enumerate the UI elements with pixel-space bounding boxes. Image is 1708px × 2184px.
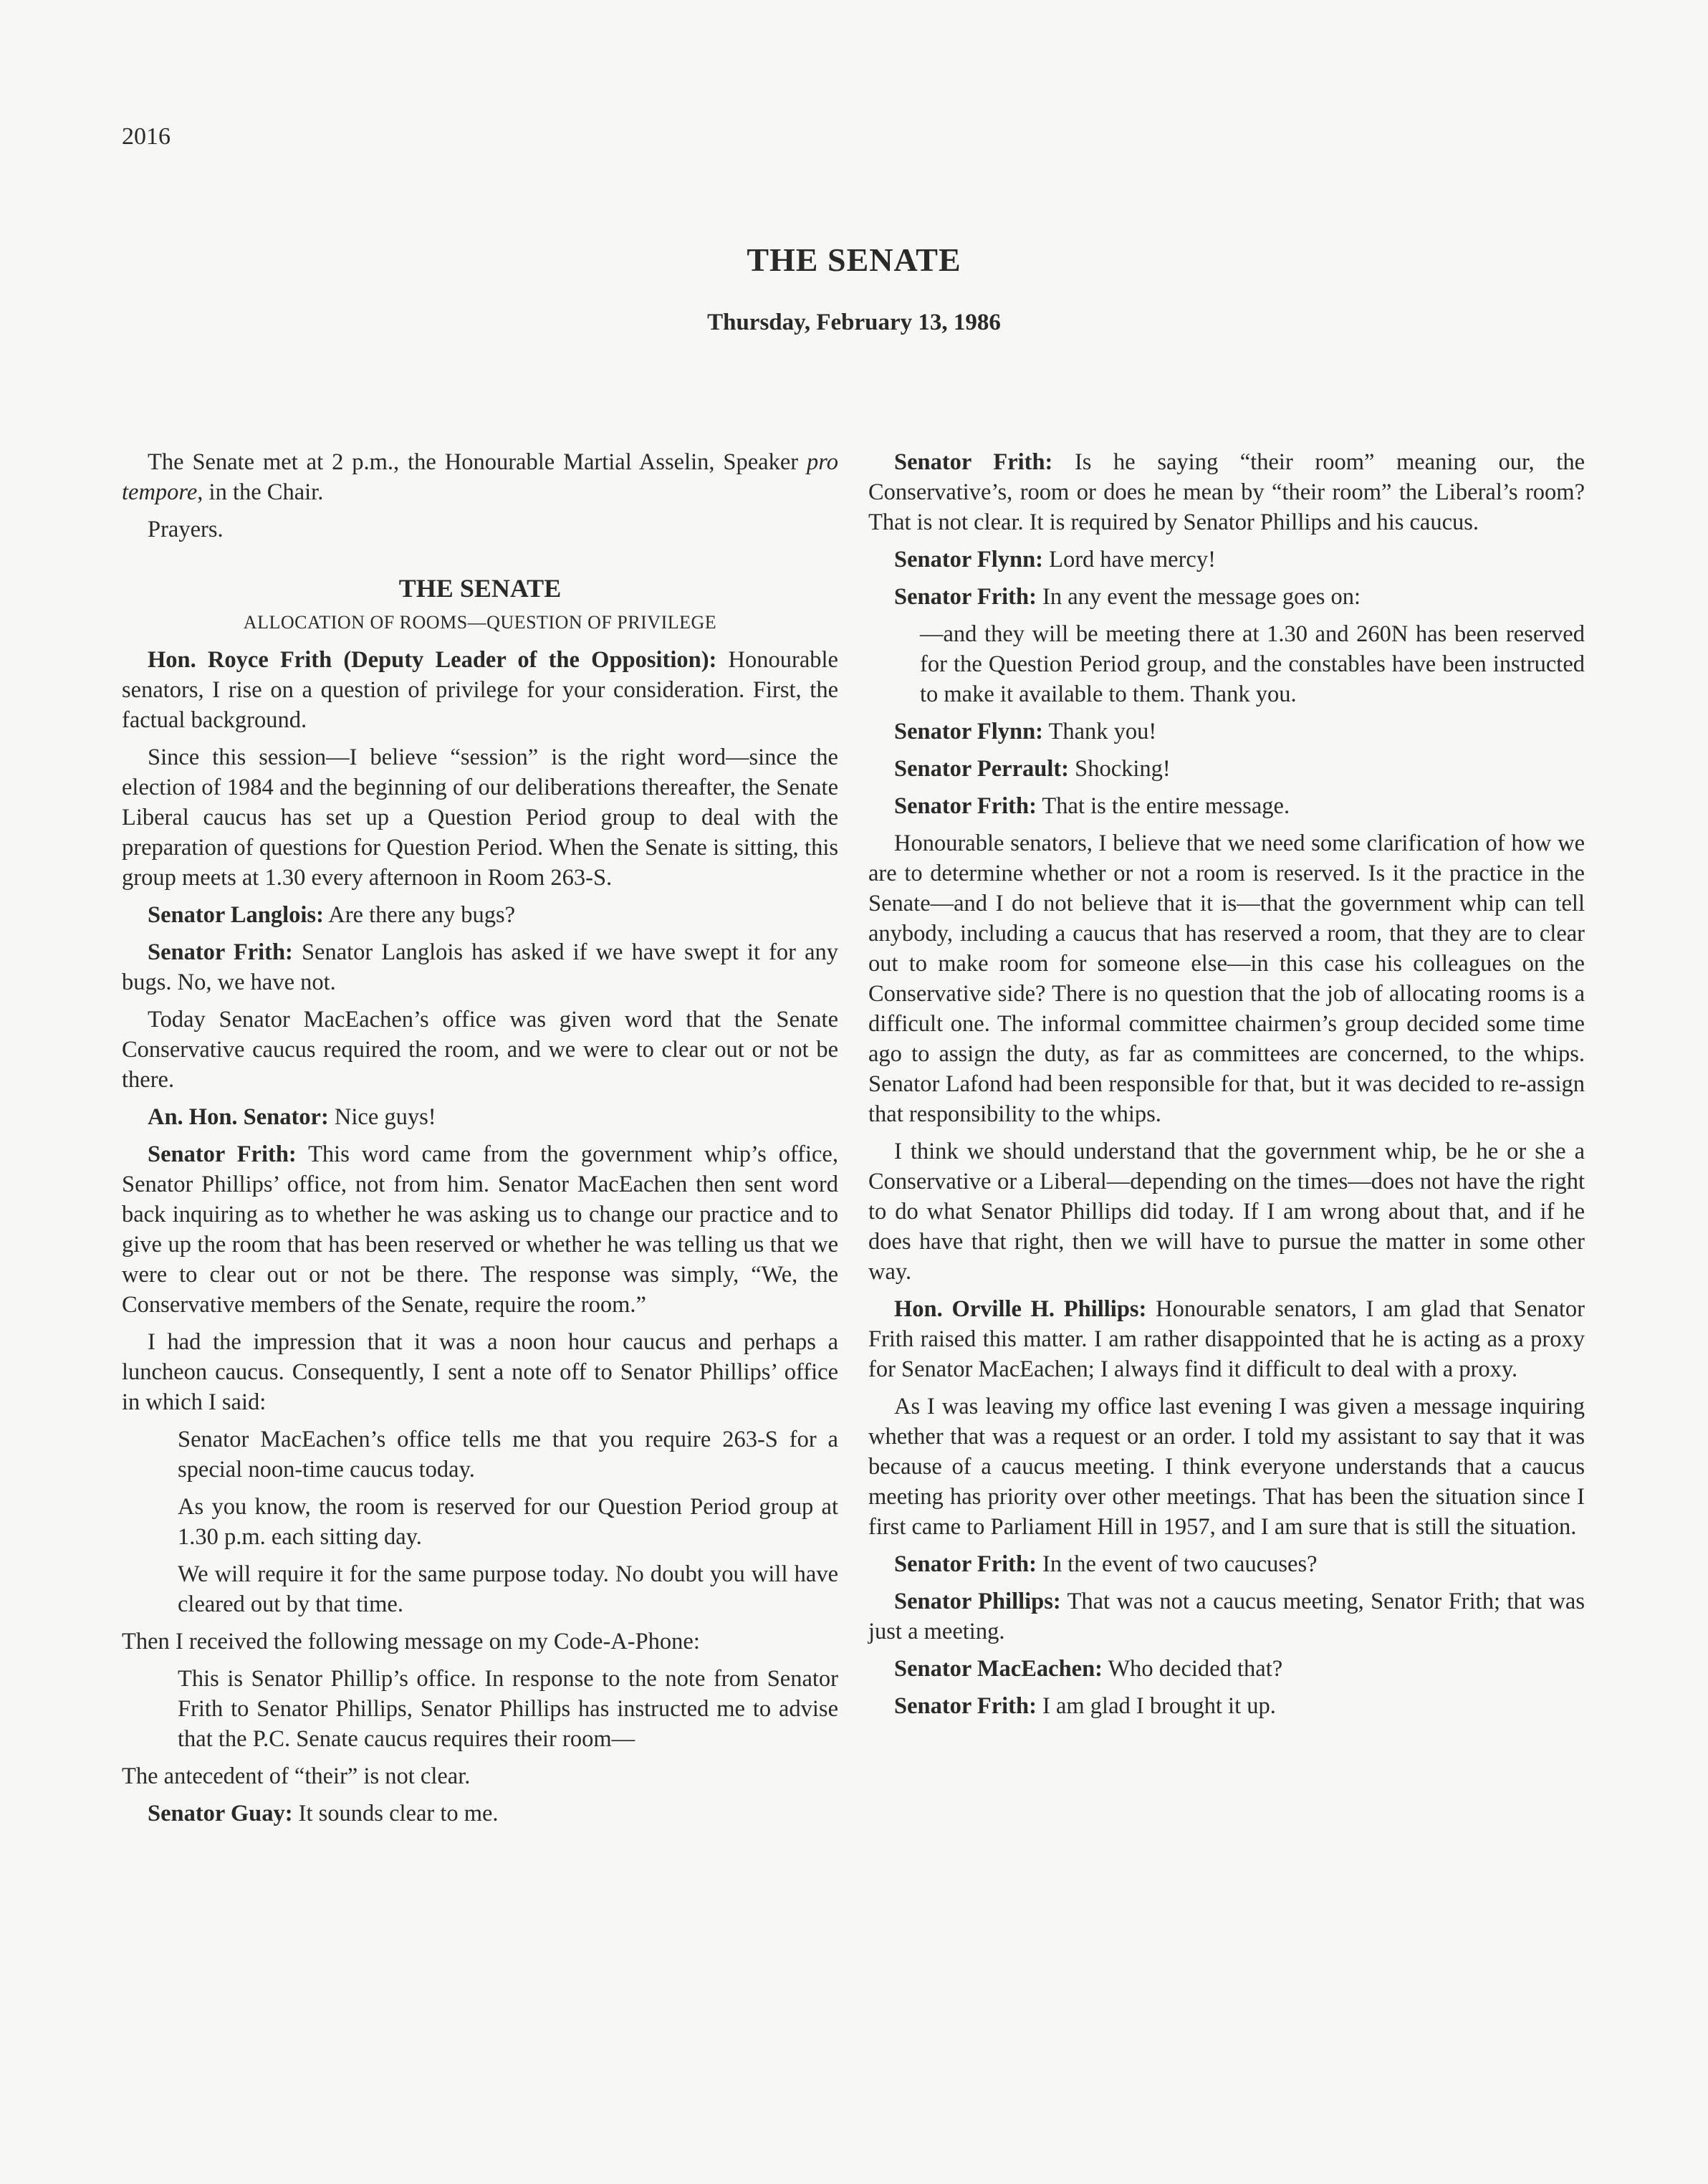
speaker-name: Senator Perrault: (894, 756, 1069, 782)
speech-paragraph: Senator Flynn: Thank you! (894, 719, 1157, 744)
speech-paragraph: I think we should understand that the government whip, be he or she a Conservative or a Liberal—depending on the times—does not have the right to do what Senator Phillips did today. If I am wrong about that, and if he does have that right, then we will have to pursue the matter in some other way. (868, 1139, 1585, 1285)
prayers: Prayers. (148, 517, 224, 542)
speech-paragraph: Honourable senators, I believe that we need some clarification of how we are to determine whether or not a room is reserved. Is it the practice in the Senate—and I do not believe that it is—that the government whip can tell anybody, including a caucus that has reserved a room, that they are to clear out to make room for someone else—in this case his colleagues on the Conservative side? There is no question that the job of allocating rooms is a difficult one. The informal committee chairmen’s group decided some time ago to assign the duty, as far as committees are concerned, to the whips. Senator Lafond had been responsible for that, but it was decided to re-assign that responsibility to the whips. (868, 830, 1585, 1127)
speech-paragraph: Hon. Royce Frith (Deputy Leader of the Opposition): Honourable senators, I rise on a question of privilege for your consideration. First, the factual background. (122, 647, 838, 733)
speech-paragraph: Senator Frith: That is the entire message. (894, 793, 1290, 819)
section-subtitle: ALLOCATION OF ROOMS—QUESTION OF PRIVILEGE (243, 612, 717, 633)
speech-paragraph: Senator Guay: It sounds clear to me. (148, 1801, 499, 1826)
speech-paragraph: Senator Frith: In any event the message goes on: (894, 584, 1361, 610)
quoted-message: —and they will be meeting there at 1.30 and 260N has been reserved for the Question Period group, and the constables have been instructed to make it available to them. Thank you. (920, 621, 1585, 707)
quoted-note: We will require it for the same purpose today. No doubt you will have cleared out by that time. (178, 1561, 838, 1617)
speech-paragraph: The antecedent of “their” is not clear. (122, 1763, 471, 1789)
speaker-name: Senator MacEachen: (894, 1656, 1103, 1682)
speaker-name: Senator Guay: (148, 1801, 293, 1826)
speech-paragraph: Senator Frith: In the event of two caucuses? (894, 1551, 1318, 1577)
speech-paragraph: Senator Frith: Is he saying “their room” meaning our, the Conservative’s, room or does he mean by “their room” the Liberal’s room? That is not clear. It is required by Senator Phillips and his caucus. (868, 449, 1585, 535)
speaker-name: Senator Frith: (894, 449, 1053, 475)
opening-paragraph: The Senate met at 2 p.m., the Honourable Martial Asselin, Speaker pro tempore, in the Chair. (122, 449, 838, 505)
speaker-name: Senator Langlois: (148, 902, 324, 928)
speech-paragraph: Senator Frith: This word came from the government whip’s office, Senator Phillips’ office, not from him. Senator MacEachen then sent word back inquiring as to whether he was asking us to change our practice and to give up the room that has been reserved or whether he was telling us that we were to clear out or not be there. The response was simply, “We, the Conservative members of the Senate, require the room.” (122, 1141, 838, 1318)
speech-paragraph: Senator Langlois: Are there any bugs? (148, 902, 516, 928)
speaker-name: Senator Phillips: (894, 1589, 1061, 1614)
speaker-name: Senator Frith: (894, 1693, 1037, 1719)
sitting-date: Thursday, February 13, 1986 (707, 310, 1001, 335)
speech-paragraph: Senator Frith: I am glad I brought it up. (894, 1693, 1276, 1719)
speech-paragraph: Then I received the following message on my Code-A-Phone: (122, 1629, 700, 1654)
speech-paragraph: Senator Perrault: Shocking! (894, 756, 1171, 782)
right-column (868, 447, 1585, 1728)
quoted-message: This is Senator Phillip’s office. In response to the note from Senator Frith to Senator Phillips, Senator Phillips has instructed me to advise that the P.C. Senate caucus requires their room— (178, 1666, 838, 1752)
speech-paragraph: Hon. Orville H. Phillips: Honourable senators, I am glad that Senator Frith raised this matter. I am rather disappointed that he is acting as a proxy for Senator MacEachen; I always find it difficult to deal with a proxy. (868, 1296, 1585, 1382)
quoted-note: Senator MacEachen’s office tells me that you require 263-S for a special noon-time caucus today. (178, 1427, 838, 1483)
speech-paragraph: Today Senator MacEachen’s office was given word that the Senate Conservative caucus required the room, and we were to clear out or not be there. (122, 1007, 838, 1093)
speech-paragraph: Senator Phillips: That was not a caucus meeting, Senator Frith; that was just a meeting. (868, 1589, 1585, 1644)
speaker-name: An. Hon. Senator: (148, 1104, 329, 1130)
left-column (122, 447, 838, 1836)
speaker-name: Senator Frith: (894, 793, 1037, 819)
speaker-name: Senator Frith: (894, 584, 1037, 610)
speaker-name: Senator Frith: (148, 939, 293, 965)
speech-paragraph: Senator MacEachen: Who decided that? (894, 1656, 1283, 1682)
page-number: 2016 (122, 123, 171, 150)
speaker-name: Senator Frith: (894, 1551, 1037, 1577)
speaker-name: Hon. Orville H. Phillips: (894, 1296, 1147, 1322)
speech-paragraph: Senator Flynn: Lord have mercy! (894, 547, 1216, 573)
speech-paragraph: As I was leaving my office last evening I was given a message inquiring whether that was a request or an order. I told my assistant to say that it was because of a caucus meeting. I think everyone understands that a caucus meeting has priority over other meetings. That has been the situation since I first came to Parliament Hill in 1957, and I am sure that is still the situation. (868, 1394, 1585, 1540)
speaker-name: Senator Flynn: (894, 719, 1043, 744)
speech-paragraph: An. Hon. Senator: Nice guys! (148, 1104, 436, 1130)
speech-paragraph: Senator Frith: Senator Langlois has asked if we have swept it for any bugs. No, we have not. (122, 939, 838, 995)
section-title: THE SENATE (398, 574, 562, 603)
quoted-note: As you know, the room is reserved for our Question Period group at 1.30 p.m. each sitting day. (178, 1494, 838, 1550)
speech-paragraph: Since this session—I believe “session” is the right word—since the election of 1984 and the beginning of our deliberations thereafter, the Senate Liberal caucus has set up a Question Period group to deal with the preparation of questions for Question Period. When the Senate is sitting, this group meets at 1.30 every afternoon in Room 263-S. (122, 744, 838, 891)
page-title: THE SENATE (747, 241, 961, 278)
speaker-name: Senator Frith: (148, 1141, 297, 1167)
speaker-name: Senator Flynn: (894, 547, 1043, 573)
speaker-name: Hon. Royce Frith (Deputy Leader of the Opposition): (148, 647, 717, 673)
speech-paragraph: I had the impression that it was a noon hour caucus and perhaps a luncheon caucus. Consequently, I sent a note off to Senator Phillips’ office in which I said: (122, 1329, 838, 1415)
